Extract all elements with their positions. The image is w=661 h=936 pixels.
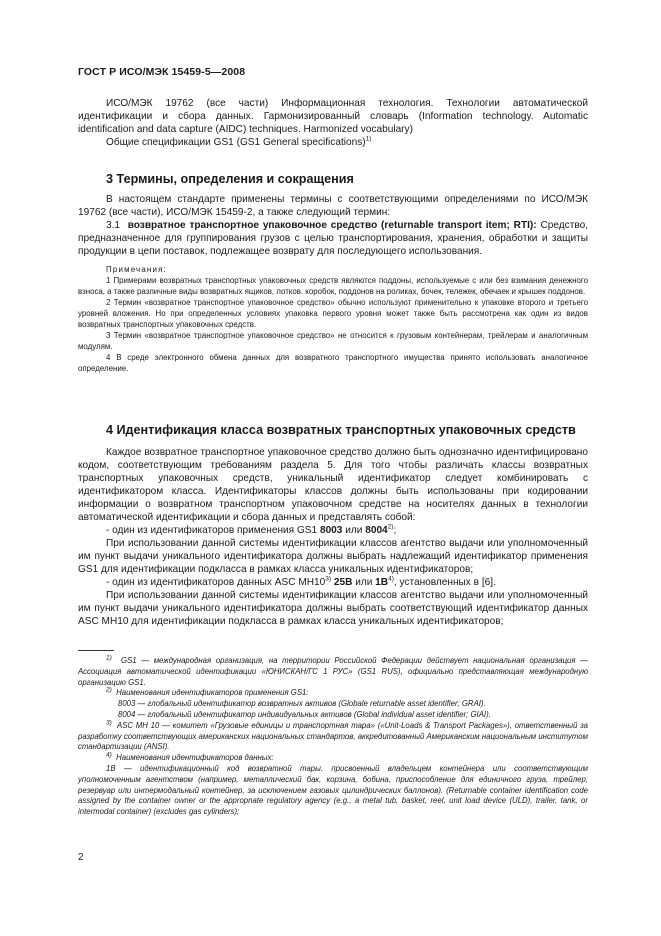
footnote-line: 1B — идентификационный код возвратной тары. присвоенный владельцем контейнера или соответствующим уполномоченным агентством (например, металлический бак, корзина, бобина, приспособление для единичного груза, трейлер, резервуар или интермодальный контейнер, за исключением газовых цилиндрических баллонов). (Returnable container identification code assigned by the container owner or the appropnate regulatory agency (e.g., a metal tub, basket, reel, unit load device (ULD), trailer, tank, or intermodal container) (excludes gas cylinders); [78, 763, 588, 817]
footnote: $^{2)}$ Наименования идентификаторов применения GS1: [106, 686, 309, 698]
paragraph: При использовании данной системы идентификации классов агентство выдачи или уполномоченный им пункт выдачи уникального идентификатора должны выбрать надлежащий идентификатор применения GS1 для идентификации подкласса в рамках класса уникальных идентификаторов; [78, 538, 588, 575]
section-3-body [78, 193, 588, 258]
note-item: 2 Термин «возвратное транспортное упаковочное средство» обычно используют применительно к упаковке второго и третьего уровней вложения. Но при определенных условиях упаковка первого уровня может также быть рассмотрена как один из видов возвратных транспортных упаковочных средств. [78, 298, 588, 329]
paragraph: Каждое возвратное транспортное упаковочное средство должно быть однозначно идентифицировано кодом, соответствующим требованиям раздела 5. Для того чтобы различать классы возвратных транспортных упаковочных средств, уникальный идентификатор следует комбинировать с идентификатором класса. Идентификаторы классов должны быть использованы при кодировании информации о возвратном транспортном упаковочном средстве на носителях данных в технологии автоматической идентификации и сбора данных и представлять собой: [78, 447, 588, 523]
footnote: $^{4)}$ Наименования идентификаторов данных: [106, 751, 274, 763]
reference-item: Общие спецификации GS1 (GS1 General specifications)$^{1)}$ [106, 135, 372, 148]
section-heading: 3 Термины, определения и сокращения [106, 172, 354, 186]
note-item: 1 Примерами возвратных транспортных упаковочных средств являются поддоны, используемые с или без взимания денежного взноса, а также различные виды возвратных ящиков, лотков. коробок, поддонов на роликах, бочек, тележек, обечаек и крышек поддонов. [78, 276, 588, 296]
list-item: - один из идентификаторов данных ASC MH10$^{3)}$ 25B или $1B^{4)}$, установленных в [6]. [106, 575, 496, 588]
page-header: ГОСТ Р ИСО/МЭК 15459-5—2008 [78, 66, 246, 78]
notes-block [78, 264, 588, 374]
section-4-body [78, 446, 588, 628]
section-heading: 4 Идентификация класса возвратных транспортных упаковочных средств [106, 423, 576, 437]
note-item: 4 В среде электронного обмена данных для возвратного транспортного имущества принято использовать аналогичное определение. [78, 353, 588, 373]
footnote: $^{3)}$ ASC MH 10 — комитет «Грузовые единицы и транспортная тара» («Unit-Loads & Transport Packages»), ответственный за разработку соответствующих американских национальных стандартов, аккредитованный Американским национальным институтом стандартизации (ANSI). [78, 719, 588, 752]
term-definition: 3.1 возвратное транспортное упаковочное средство (returnable transport item; RTI): Средство, предназначенное для группирования грузов с целью транспортирования, хранения, обработки и защиты продукции в цепи поставок, подлежащее возврату для последующего использования. [78, 220, 589, 257]
section-intro: В настоящем стандарте применены термины с соответствующими определениями по ИСО/МЭК 19762 (все части), ИСО/МЭК 15459-2, а также следующий термин: [78, 194, 588, 218]
list-item: - один из идентификаторов применения GS1 8003 или 8004$^{2)}$; [106, 523, 397, 536]
footnote: $^{1)}$ GS1 — международная организация, на территории Российской Федерации действует национальная организация — Ассоциация автоматической идентификации «ЮНИСКАН/ГС 1 РУС» (GS1 RUS), официально представляющая международную организацию GS1. [78, 654, 588, 687]
note-item: 3 Термин «возвратное транспортное упаковочное средство» не относится к грузовым контейнерам, трейлерам и аналогичным модулям. [78, 331, 588, 351]
footnote-separator [78, 650, 114, 651]
footnotes [78, 656, 588, 818]
page-number: 2 [78, 852, 84, 863]
paragraph: При использовании данной системы идентификации классов агентство выдачи или уполномоченный им пункт выдачи уникального идентификатора должны выбрать соответствующий идентификатор данных ASC MH10 для идентификации подкласса в рамках класса уникальных идентификаторов; [78, 590, 588, 627]
footnote-line: 8003 — глобальный идентификатор возвратных активов (Globale returnable asset identifier; GRAI). [118, 699, 486, 709]
footnote-line: 8004 — глобальный идентификатор индивидуальных активов (Global individual asset identifier; GIAI). [118, 709, 491, 719]
reference-item: ИСО/МЭК 19762 (все части) Информационная технология. Технологии автоматической идентификации и сбора данных. Гармонизированный словарь (Information technology. Automatic identification and data capture (AIDC) techniques. Harmonized vocabulary) [78, 98, 588, 135]
notes-label: Примечания: [106, 265, 167, 274]
normative-references [78, 97, 588, 149]
